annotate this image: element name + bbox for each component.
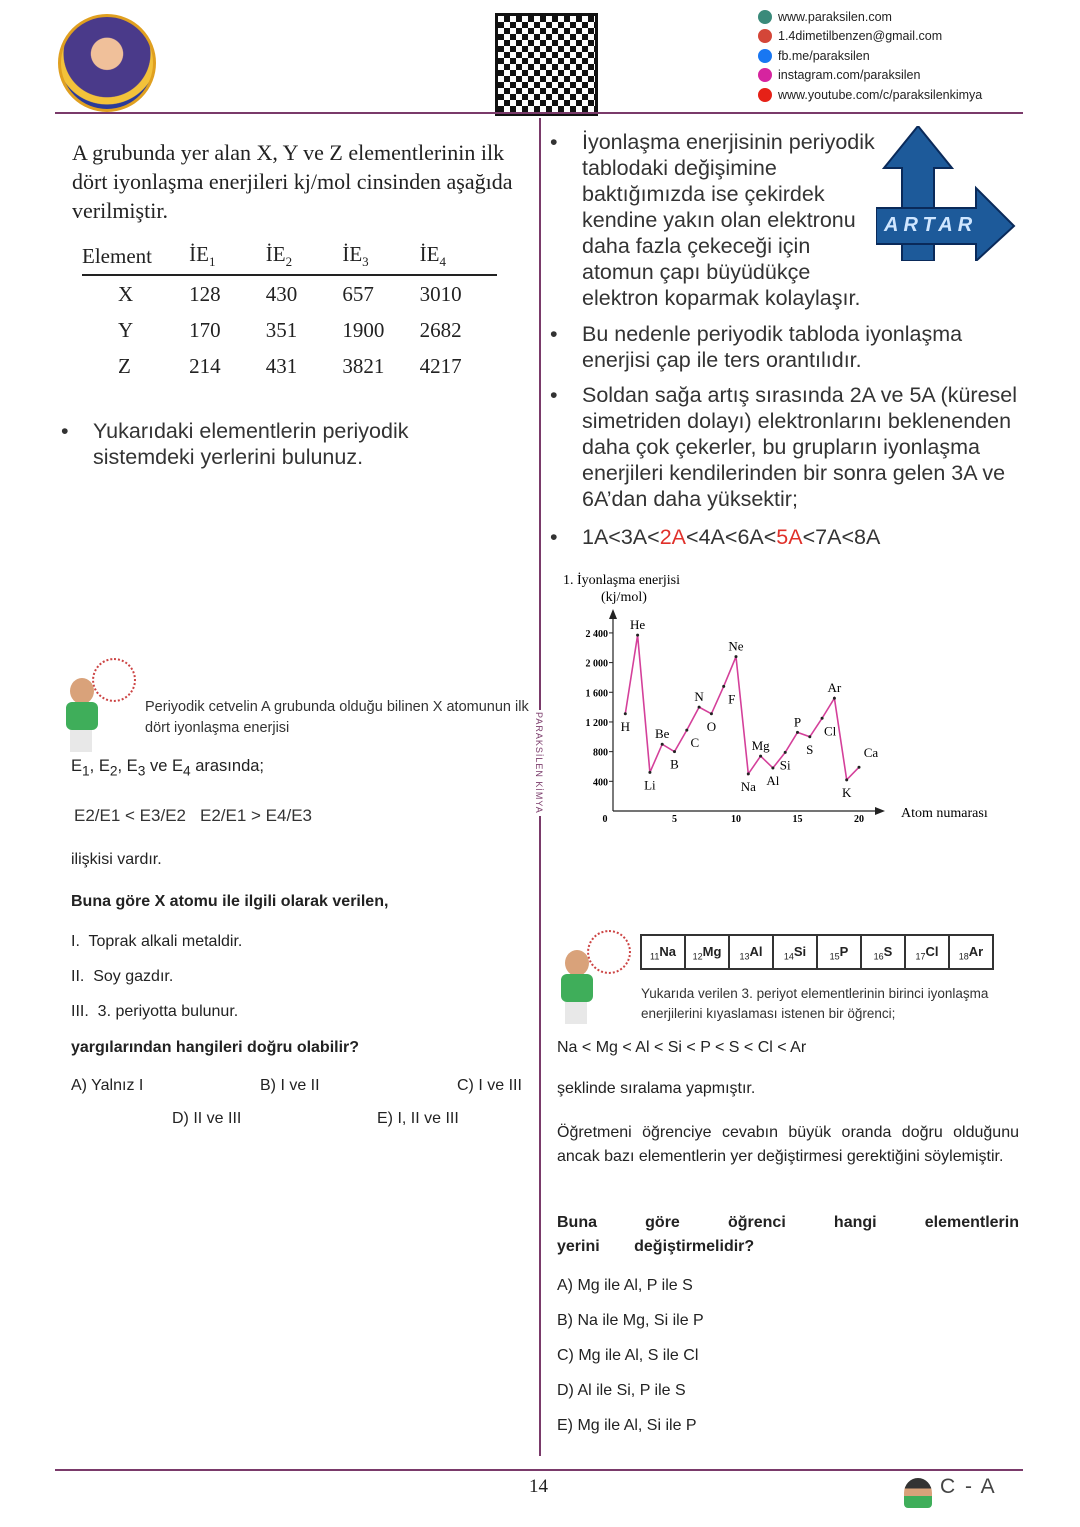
table-cell: 3010 — [419, 282, 462, 307]
point-label: Ca — [863, 745, 879, 761]
element-cell: $_{15}$P — [816, 934, 860, 970]
table-cell: 128 — [189, 282, 221, 307]
x-tick-label: 20 — [854, 814, 864, 825]
artar-label: ARTAR — [884, 214, 978, 236]
y-tick-label: 800 — [593, 747, 608, 759]
header-divider — [55, 112, 1023, 114]
option2-a[interactable]: A) Mg ile Al, P ile S — [557, 1277, 693, 1294]
question2-stem: Yukarıda verilen 3. periyot elementlerinin birinci iyonlaşma enerjilerini kıyaslaması istenen bir öğrenci; — [641, 986, 989, 1021]
question-stem: Periyodik cetvelin A grubunda olduğu bilinen X atomunun ilk dört iyonlaşma enerjisi — [145, 699, 529, 736]
data-point — [747, 772, 750, 775]
element-cell: $_{17}$Cl — [904, 934, 948, 970]
x-tick-label: 5 — [672, 814, 677, 825]
energies-intro: $E_1$, $E_2$, $E_3$ ve $E_4$ arasında; — [71, 757, 265, 779]
table-cell: 3821 — [342, 354, 385, 379]
relation-after: ilişkisi vardır. — [71, 851, 162, 868]
contact-text: www.youtube.com/c/paraksilenkimya — [778, 87, 983, 102]
point-label: Na — [740, 778, 756, 794]
option-d[interactable]: D) II ve III — [172, 1110, 242, 1127]
option-c[interactable]: C) I ve III — [457, 1077, 522, 1094]
table-cell: Z — [118, 354, 131, 379]
table-cell: 214 — [189, 354, 221, 379]
point-label: Ar — [827, 680, 842, 696]
contact-text: 1.4dimetilbenzen@gmail.com — [778, 29, 943, 44]
x-tick-label: 15 — [792, 814, 803, 825]
instagram-icon — [758, 68, 772, 82]
contact-item[interactable] — [758, 7, 982, 27]
bullet-3-text: Soldan sağa artış sırasında 2A ve 5A (küresel simetriden dolayı) elektronlarını beklenenden daha çok çekerler, bu grupların iyonlaşma enerjileri kendilerinden bir sonra gelen 3A ve 6A’dan daha yüksektir; — [582, 383, 1018, 511]
data-point — [821, 717, 824, 720]
table-cell: 431 — [265, 354, 298, 379]
y-tick-label: 2 400 — [585, 628, 608, 640]
order-part: <7A<8A — [802, 525, 881, 549]
intro-text: A grubunda yer alan X, Y ve Z elementlerinin ilk dört iyonlaşma enerjileri kj/mol cinsinden aşağıda verilmiştir. — [72, 140, 513, 223]
y-tick-label: 400 — [593, 777, 608, 789]
x-tick-label: 0 — [602, 814, 608, 825]
y-tick-label: 1 200 — [585, 717, 608, 729]
bullet-3: • Soldan sağa artış sırasında 2A ve 5A (küresel simetriden dolayı) elektronlarını beklenenden daha çok çekerler, bu grupların iyonlaşma enerjileri kendilerinden bir sonra gelen 3A ve 6A’dan daha yüksektir; — [550, 383, 1018, 511]
statement-1: I. Toprak alkali metaldir. — [71, 933, 243, 950]
brand-logo-icon — [904, 1478, 932, 1508]
task-bullet: • Yukarıdaki elementlerin periyodik sistemdeki yerlerini bulunuz. — [61, 419, 409, 469]
data-point — [808, 735, 811, 738]
bullet-1: • İyonlaşma enerjisinin periyodik tablodaki değişimine baktığımızda ise çekirdek kendine yakın olan elektronu daha fazla çekeceği için atomun çapı büyüdükçe elektron koparmak kolaylaşır. — [550, 130, 875, 310]
option2-d[interactable]: D) Al ile Si, P ile S — [557, 1382, 686, 1399]
option-e[interactable]: E) I, II ve III — [377, 1110, 459, 1127]
student-order: Na < Mg < Al < Si < P < S < Cl < Ar — [557, 1039, 807, 1056]
relation-1: E2/E1 < E3/E2 — [74, 806, 186, 825]
brand-label: C - A — [940, 1475, 997, 1498]
author-avatar — [58, 14, 156, 112]
table-header: $İE_4$ — [420, 240, 497, 275]
element-cell: $_{11}$Na — [640, 934, 684, 970]
point-label: C — [690, 735, 700, 751]
y-axis-arrow — [609, 609, 617, 619]
youtube-icon — [758, 88, 772, 102]
gmail-icon — [758, 29, 772, 43]
point-label: Li — [644, 777, 656, 793]
chart-title: 1. İyonlaşma enerjisi — [563, 573, 681, 588]
data-point — [759, 755, 762, 758]
facebook-icon — [758, 49, 772, 63]
qr-code — [495, 13, 598, 116]
statement-2: II. Soy gazdır. — [71, 968, 174, 985]
order-part: 1A<3A< — [582, 525, 660, 549]
contact-item[interactable] — [758, 66, 982, 86]
point-label: B — [670, 756, 679, 772]
footer-divider — [55, 1469, 1023, 1471]
table-cell: 2682 — [419, 318, 462, 343]
teacher-avatar-2 — [557, 930, 629, 1025]
order-part: <4A<6A< — [686, 525, 777, 549]
data-point — [685, 729, 688, 732]
table-cell: 4217 — [419, 354, 462, 379]
data-point — [771, 766, 774, 769]
data-point — [722, 685, 725, 688]
point-label: Si — [779, 757, 791, 773]
contact-text: www.paraksilen.com — [778, 9, 892, 24]
data-point — [833, 697, 836, 700]
point-label: Al — [766, 772, 780, 788]
teacher-note: Öğretmeni öğrenciye cevabın büyük oranda doğru olduğunu ancak bazı elementlerin yer değiştirmesi gerektiğini söylemiştir. — [557, 1124, 1019, 1165]
table-row — [82, 275, 497, 312]
chart-xlabel: Atom numarası — [901, 806, 988, 821]
table-cell: 170 — [189, 318, 221, 343]
contact-text: fb.me/paraksilen — [778, 48, 870, 63]
point-label: He — [630, 617, 646, 633]
point-label: Cl — [823, 723, 837, 739]
table-header: $İE_3$ — [342, 240, 419, 275]
table-cell: Y — [118, 318, 134, 343]
data-point — [648, 771, 651, 774]
contact-item[interactable] — [758, 27, 982, 47]
data-point — [796, 731, 799, 734]
data-point — [673, 750, 676, 753]
ionization-table — [82, 240, 497, 384]
option2-e[interactable]: E) Mg ile Al, Si ile P — [557, 1417, 697, 1434]
table-cell: 657 — [342, 282, 374, 307]
data-point — [624, 712, 627, 715]
data-point — [710, 712, 713, 715]
element-cell: $_{12}$Mg — [684, 934, 728, 970]
web-icon — [758, 10, 772, 24]
chart-ylabel: (kj/mol) — [601, 590, 647, 605]
table-row — [82, 348, 497, 384]
bullet-2: • Bu nedenle periyodik tabloda iyonlaşma enerjisi çap ile ters orantılıdır. — [550, 322, 963, 372]
point-label: O — [706, 718, 717, 734]
teacher-avatar — [62, 658, 134, 753]
option-a[interactable]: A) Yalnız I — [71, 1077, 144, 1094]
order-highlight-2a: 2A — [659, 525, 687, 549]
point-label: F — [728, 691, 736, 707]
data-point — [784, 751, 787, 754]
contact-item[interactable] — [758, 85, 982, 105]
x-axis-arrow — [875, 807, 885, 815]
table-row — [82, 312, 497, 348]
table-header: $İE_2$ — [266, 240, 343, 275]
table-header: $İE_1$ — [189, 240, 266, 275]
y-tick-label: 1 600 — [585, 688, 608, 700]
element-cell: $_{16}$S — [860, 934, 904, 970]
order-highlight-5a: 5A — [776, 525, 803, 549]
bullet-2-text: Bu nedenle periyodik tabloda iyonlaşma enerjisi çap ile ters orantılıdır. — [582, 322, 963, 372]
data-point — [735, 655, 738, 658]
x-tick-label: 10 — [731, 814, 741, 825]
ionization-chart — [555, 565, 1015, 835]
point-label: Be — [654, 726, 670, 742]
question-ask: yargılarından hangileri doğru olabilir? — [71, 1039, 360, 1056]
option-b[interactable]: B) I ve II — [260, 1077, 320, 1094]
option2-c[interactable]: C) Mg ile Al, S ile Cl — [557, 1347, 699, 1364]
task-text: Yukarıdaki elementlerin periyodik sistemdeki yerlerini bulunuz. — [93, 419, 409, 469]
element-cell: $_{14}$Si — [772, 934, 816, 970]
statement-3: III. 3. periyotta bulunur. — [71, 1003, 239, 1020]
data-point — [858, 766, 861, 769]
artar-arrow-icon — [876, 126, 1016, 261]
group-order: • 1A<3A<2A<4A<6A<5A<7A<8A — [550, 525, 881, 549]
data-point — [661, 743, 664, 746]
page-number: 14 — [529, 1476, 548, 1497]
y-tick-label: 2 000 — [585, 658, 608, 670]
question2-ask: Buna göre öğrenci hangi elementlerin yerini değiştirmelidir? — [557, 1214, 1019, 1255]
contact-text: instagram.com/paraksilen — [778, 68, 921, 83]
point-label: Mg — [751, 738, 770, 754]
contact-item[interactable] — [758, 46, 982, 66]
point-label: Ne — [728, 638, 744, 654]
point-label: H — [620, 718, 630, 734]
table-cell: 430 — [265, 282, 298, 307]
table-cell: X — [118, 282, 134, 307]
table-header: Element — [82, 240, 189, 275]
option2-b[interactable]: B) Na ile Mg, Si ile P — [557, 1312, 704, 1329]
order-after: şeklinde sıralama yapmıştır. — [557, 1080, 756, 1097]
element-cell: $_{13}$Al — [728, 934, 772, 970]
side-label: PARAKSİLEN KİMYA — [534, 712, 544, 814]
question-lead: Buna göre X atomu ile ilgili olarak verilen, — [71, 893, 389, 910]
relation-2: E2/E1 > E4/E3 — [200, 806, 312, 825]
point-label: P — [793, 714, 802, 730]
table-cell: 351 — [265, 318, 298, 343]
series-line — [625, 635, 859, 780]
point-label: K — [842, 784, 852, 800]
contact-list — [758, 7, 982, 105]
data-point — [636, 634, 639, 637]
point-label: S — [806, 741, 814, 757]
bullet-1-text: İyonlaşma enerjisinin periyodik tablodaki değişimine baktığımızda ise çekirdek kendine yakın olan elektronu daha fazla çekeceği için atomun çapı büyüdükçe elektron koparmak kolaylaşır. — [582, 130, 875, 310]
point-label: N — [694, 689, 704, 705]
data-point — [845, 778, 848, 781]
table-cell: 1900 — [342, 318, 385, 343]
element-cell: $_{18}$Ar — [948, 934, 992, 970]
period3-elements — [640, 934, 994, 970]
data-point — [698, 706, 701, 709]
